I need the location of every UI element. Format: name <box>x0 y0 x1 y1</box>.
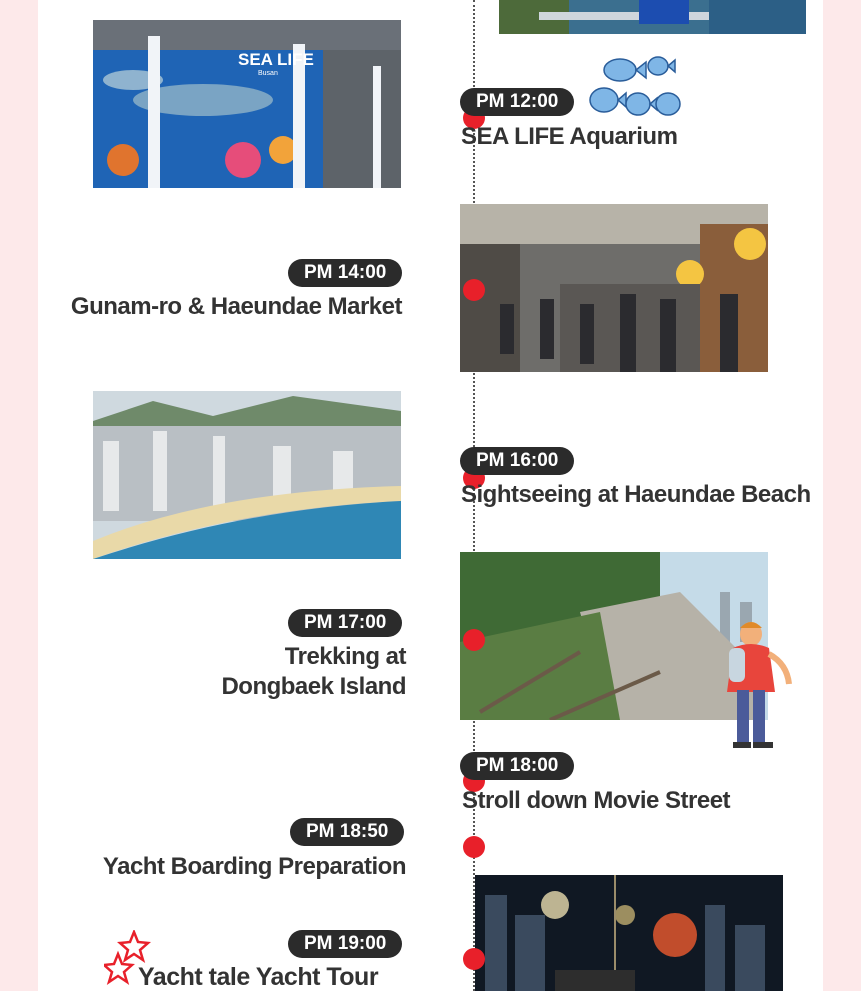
time-pill: PM 18:00 <box>460 752 574 780</box>
item-title: SEA LIFE Aquarium <box>461 123 678 150</box>
sea-life-sign: SEA LIFE Busan <box>238 50 314 77</box>
sea-life-sign-sub: Busan <box>258 70 278 77</box>
time-pill: PM 16:00 <box>460 447 574 475</box>
timeline-dot <box>463 629 485 651</box>
time-pill: PM 18:50 <box>290 818 404 846</box>
time-pill: PM 12:00 <box>460 88 574 116</box>
hiker-illustration-icon <box>713 618 793 752</box>
yacht-tour-night-photo <box>475 875 783 991</box>
item-title: Sightseeing at Haeundae Beach <box>461 481 811 508</box>
time-pill: PM 14:00 <box>288 259 402 287</box>
item-title: Stroll down Movie Street <box>462 787 731 814</box>
item-title-line1: Trekking at <box>284 643 406 670</box>
item-title: Yacht Boarding Preparation <box>102 853 406 880</box>
item-title: Yacht tale Yacht Tour <box>138 963 379 991</box>
time-pill: PM 17:00 <box>288 609 402 637</box>
gunam-ro-market-photo <box>460 204 768 372</box>
timeline-dot <box>463 279 485 301</box>
item-title: Gunam-ro & Haeundae Market <box>70 293 402 320</box>
top-cropped-photo <box>499 0 806 34</box>
haeundae-beach-photo <box>93 391 401 559</box>
fish-decoration-icon <box>586 50 686 124</box>
sea-life-aquarium-photo <box>93 20 401 188</box>
timeline-dot <box>463 948 485 970</box>
timeline-dot <box>463 836 485 858</box>
item-title-line2: Dongbaek Island <box>221 673 406 700</box>
time-pill: PM 19:00 <box>288 930 402 958</box>
timeline-card <box>38 0 823 991</box>
